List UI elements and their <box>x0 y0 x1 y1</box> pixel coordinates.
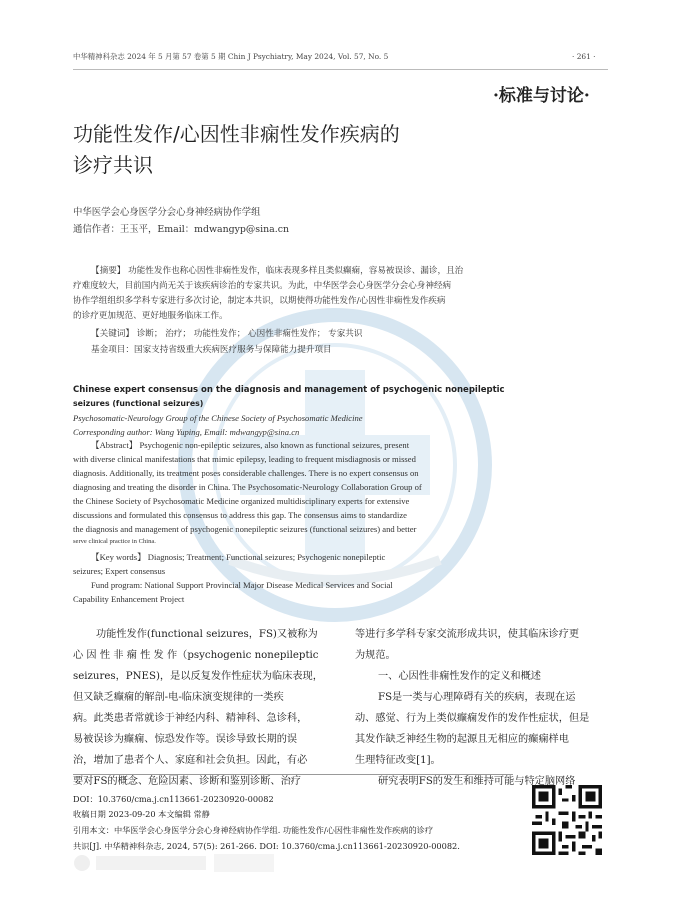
body-left-line: 但又缺乏癫痫的解剖-电-临床演变规律的一类疾 <box>73 692 284 703</box>
body-right-line: 为规范。 <box>355 650 396 661</box>
body-right-line: 动、感觉、行为上类似癫痫发作的发作性症状，但是 <box>355 713 590 724</box>
body-right-line: 研究表明FS的发生和维持可能与特定脑网络 <box>378 776 576 787</box>
body-left-line: seizures，PNES)，是以反复发作性症状为临床表现， <box>73 671 323 682</box>
abstract-zh-line: 【摘要】 功能性发作也称心因性非痫性发作，临床表现多样且类似癫痫，容易被误诊、漏诊，且治 <box>91 266 464 276</box>
running-header: 中华精神科杂志 2024 年 5 月第 57 卷第 5 期 Chin J Psychiatry, May 2024, Vol. 57, No. 5 <box>73 52 389 61</box>
abstract-en-line: the diagnosis and management of psychogenic nonepileptic seizures (functional seizures) and better <box>73 524 417 534</box>
body-left-line: 功能性发作(functional seizures，FS)又被称为 <box>96 629 318 640</box>
keywords-en-line: 【Key words】 Diagnosis; Treatment; Functional seizures; Psychogenic nonepileptic <box>91 552 386 562</box>
body-right-line: FS是一类与心理障碍有关的疾病，表现在运 <box>378 692 576 703</box>
received-date: 收稿日期 2023-09-20 本文编辑 常静 <box>73 809 210 819</box>
authors-en: Psychosomatic-Neurology Group of the Chinese Society of Psychosomatic Medicine <box>73 413 363 423</box>
abstract-en-line: discussions and formulated this consensus to address this gap. The consensus aims to standardize <box>73 510 407 520</box>
abstract-en-line: diagnosing and treating the disorder in China. The Psychosomatic-Neurology Collaboration Group of <box>73 482 422 492</box>
citation-line: 共识[J]. 中华精神科杂志, 2024, 57(5): 261-266. DOI: 10.3760/cma.j.cn113661-20230920-00082. <box>73 841 460 851</box>
section-label: ·标准与讨论· <box>493 86 590 106</box>
section-heading: 一、心因性非痫性发作的定义和概述 <box>378 671 541 682</box>
abstract-zh-line: 疗难度较大，目前国内尚无关于该疾病诊治的专家共识。为此，中华医学会心身医学分会心身神经病 <box>73 281 452 291</box>
keywords-zh: 【关键词】 诊断； 治疗； 功能性发作； 心因性非痫性发作； 专家共识 <box>91 329 363 339</box>
header-rule <box>73 69 608 70</box>
fund-zh: 基金项目：国家支持省级重大疾病医疗服务与保障能力提升项目 <box>91 345 332 355</box>
body-left-line: 易被误诊为癫痫、惊恐发作等。误诊导致长期的误 <box>73 734 298 745</box>
authors-zh: 中华医学会心身医学分会心身神经病协作学组 <box>73 207 261 218</box>
citation-line: 引用本文：中华医学会心身医学分会心身神经病协作学组. 功能性发作/心因性非痫性发作疾病的诊疗 <box>73 825 434 835</box>
abstract-en-line: with diverse clinical manifestations that mimic epilepsy, leading to frequent misdiagnosis or missed <box>73 454 416 464</box>
publisher-logo-watermark <box>74 852 334 874</box>
keywords-en-line: seizures; Expert consensus <box>73 566 166 576</box>
body-left-line: 治，增加了患者个人、家庭和社会负担。因此，有必 <box>73 755 308 766</box>
qr-code-icon <box>532 785 602 855</box>
abstract-en-line: the Chinese Society of Psychosomatic Medicine organized multidisciplinary experts for extensive <box>73 496 410 506</box>
body-left-line: 要对FS的概念、危险因素、诊断和鉴别诊断、治疗 <box>73 776 301 787</box>
fund-en-line: Capability Enhancement Project <box>73 594 185 604</box>
body-right-line: 等进行多学科专家交流形成共识，使其临床诊疗更 <box>355 629 580 640</box>
abstract-en-line: 【Abstract】 Psychogenic non-epileptic seizures, also known as functional seizures, present <box>91 440 410 450</box>
title-en-line-1: Chinese expert consensus on the diagnosis and management of psychogenic nonepileptic <box>73 385 505 395</box>
corresponding-author-en: Corresponding author: Wang Yuping, Email: mdwangyp@sina.cn <box>73 427 300 437</box>
footer-rule <box>73 774 513 775</box>
page-number: · 261 · <box>572 52 596 61</box>
title-zh-line-2: 诊疗共识 <box>73 153 153 177</box>
body-left-line: 心 因 性 非 痫 性 发 作（psychogenic nonepileptic <box>73 650 319 661</box>
body-right-line: 其发作缺乏神经生物的起源且无相应的癫痫样电 <box>355 734 569 745</box>
fund-en-line: Fund program: National Support Provincial Major Disease Medical Services and Social <box>91 580 393 590</box>
title-zh-line-1: 功能性发作/心因性非痫性发作疾病的 <box>73 122 400 146</box>
body-left-line: 病。此类患者常就诊于神经内科、精神科、急诊科， <box>73 713 308 724</box>
abstract-en-line: serve clinical practice in China. <box>73 538 156 545</box>
abstract-en-line: diagnosis. Additionally, its treatment poses considerable challenges. There is no expert consensus on <box>73 468 419 478</box>
body-right-line: 生理特征改变[1]。 <box>355 755 441 766</box>
abstract-zh-line: 协作学组组织多学科专家进行多次讨论，制定本共识，以期使得功能性发作/心因性非痫性发作疾病 <box>73 296 446 306</box>
doi-link[interactable]: DOI：10.3760/cma.j.cn113661-20230920-00082 <box>73 794 274 804</box>
corresponding-author-zh: 通信作者：王玉平，Email：mdwangyp@sina.cn <box>73 224 289 235</box>
title-en-line-2: seizures (functional seizures) <box>73 399 204 408</box>
abstract-zh-line: 的诊疗更加规范、更好地服务临床工作。 <box>73 311 228 321</box>
